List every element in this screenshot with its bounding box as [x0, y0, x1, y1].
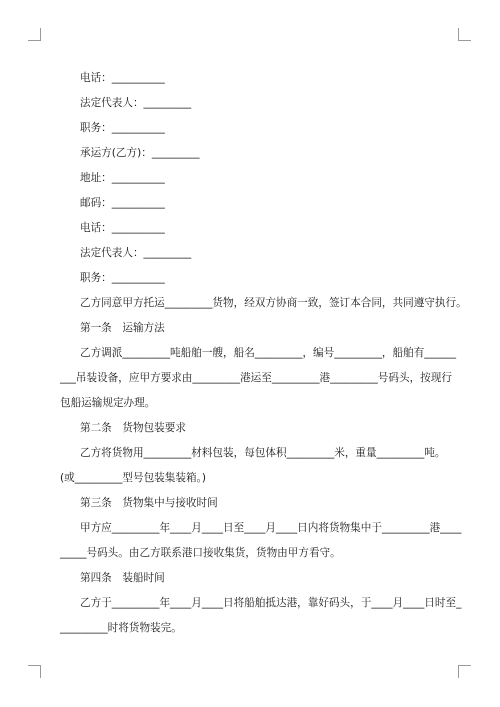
corner-mark-top-right [458, 28, 471, 41]
corner-mark-top-left [28, 28, 41, 41]
phone-line-party-b: 电话：__________ [80, 222, 165, 234]
article-1-text-line-1: 乙方调派_________吨船舶一艘，船名_________，编号_________，船舶有______ [80, 347, 457, 359]
phone-line-party-a: 电话：__________ [80, 72, 165, 84]
legal-rep-line-party-b: 法定代表人：_________ [80, 247, 192, 259]
article-2-text-line-1: 乙方将货物用_________材料包装，每包体积_________米，重量_________吨。 [80, 447, 446, 459]
article-3-heading: 第三条 货物集中与接收时间 [80, 497, 218, 509]
article-1-heading: 第一条 运输方法 [80, 322, 165, 334]
corner-mark-bottom-right [458, 665, 471, 678]
position-line-party-b: 职务：__________ [80, 272, 165, 284]
carrier-party-b-line: 承运方(乙方)：_________ [80, 147, 200, 159]
article-3-text-line-2: _____号码头。由乙方联系港口接收集货，货物由甲方看守。 [60, 547, 341, 559]
article-1-text-line-2: ___吊装设备，应甲方要求由_________港运至_________港_________号码头，按现行 [60, 372, 452, 384]
article-1-text-line-3: 包船运输规定办理。 [60, 397, 156, 409]
agreement-paragraph: 乙方同意甲方托运_________货物，经双方协商一致，签订本合同，共同遵守执行。 [80, 297, 467, 309]
article-3-text-line-1: 甲方应_________年____月____日至____月____日内将货物集中于_________港____ [80, 522, 462, 534]
article-4-heading: 第四条 装船时间 [80, 572, 165, 584]
position-line-party-a: 职务：__________ [80, 122, 165, 134]
article-4-text-line-2: _________时将货物装完。 [60, 622, 182, 634]
legal-rep-line-party-a: 法定代表人：_________ [80, 97, 192, 109]
article-4-text-line-1: 乙方于_________年____月____日将船舶抵达港，靠好码头，于____月____日时至_ [80, 597, 462, 609]
corner-mark-bottom-left [28, 665, 41, 678]
article-2-text-line-2: (或_________型号包装集装箱。) [60, 472, 206, 484]
postcode-line: 邮码：__________ [80, 197, 165, 209]
address-line: 地址：__________ [80, 172, 165, 184]
article-2-heading: 第二条 货物包装要求 [80, 422, 186, 434]
